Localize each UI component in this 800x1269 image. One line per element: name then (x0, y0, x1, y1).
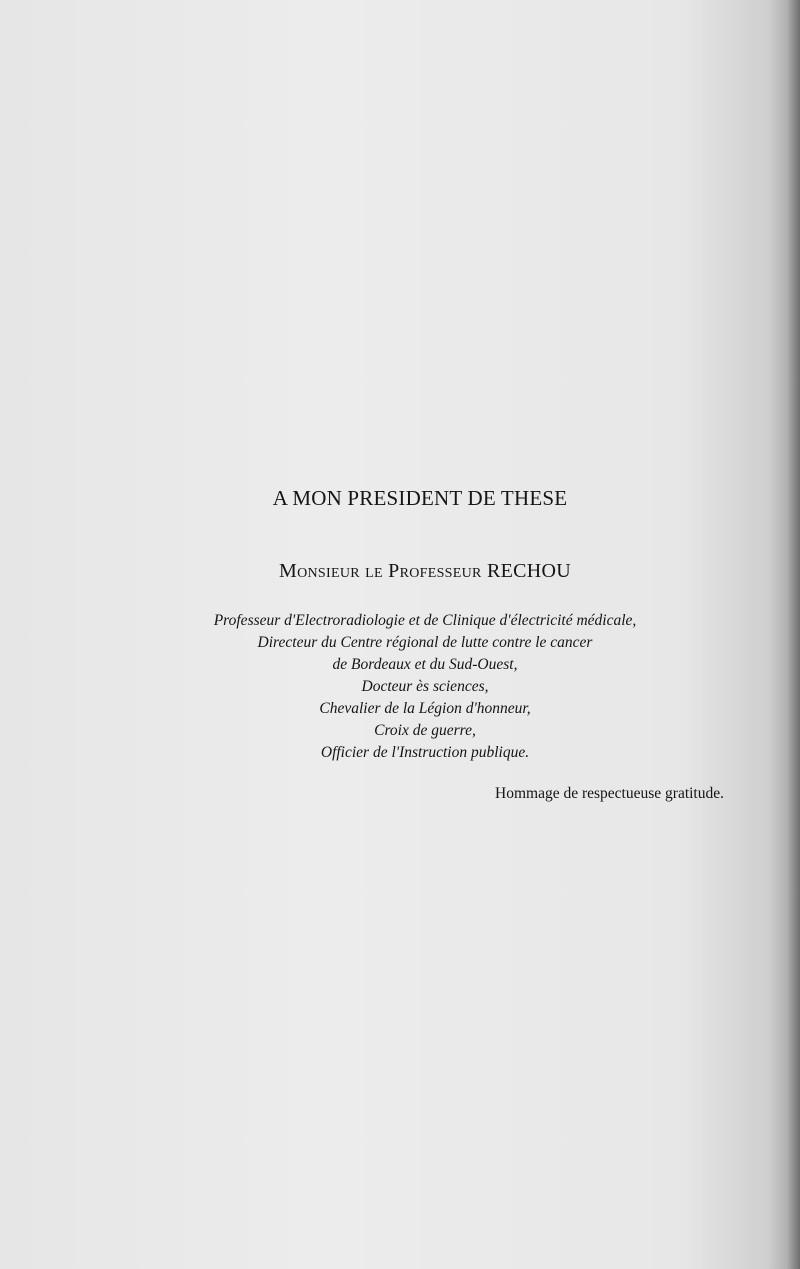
title-line: de Bordeaux et du Sud-Ouest, (332, 656, 518, 673)
title-line: Directeur du Centre régional de lutte contre le cancer (257, 634, 593, 651)
title-line: Docteur ès sciences, (361, 678, 489, 695)
title-line: Officier de l'Instruction publique. (320, 744, 530, 761)
dedication-heading: A MON PRESIDENT DE THESE (272, 486, 568, 510)
closing-line: Hommage de respectueuse gratitude. (495, 785, 724, 802)
professor-name: Monsieur le Professeur RECHOU (279, 560, 571, 582)
title-line: Chevalier de la Légion d'honneur, (319, 700, 531, 717)
professor-titles (0, 610, 800, 764)
title-line: Professeur d'Electroradiologie et de Clinique d'électricité médicale, (213, 612, 637, 629)
title-line: Croix de guerre, (374, 722, 476, 739)
